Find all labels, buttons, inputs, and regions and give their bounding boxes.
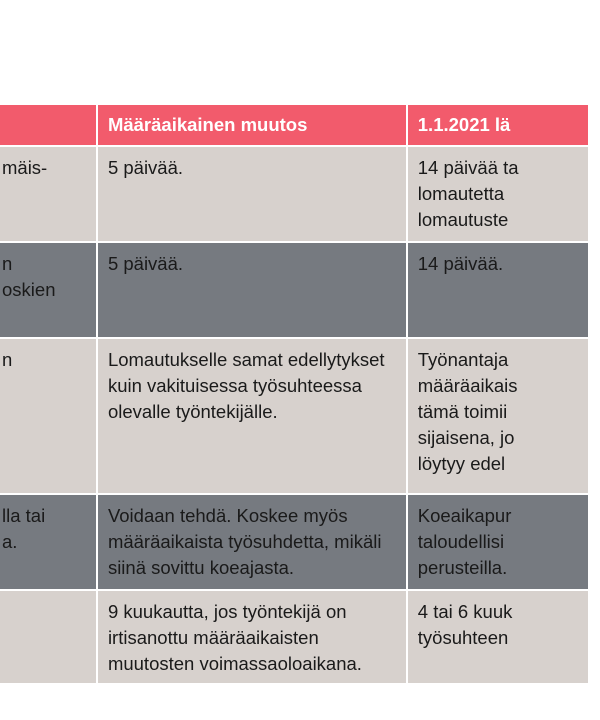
table-row [0, 338, 589, 494]
row-temporary-cell: 9 kuukautta, jos työntekijä on irtisanottu määräaikaisten muutosten voimassaoloaikana. [97, 590, 407, 684]
row-2021-cell: 4 tai 6 kuuk työsuhteen [407, 590, 589, 684]
table-header-row [0, 104, 589, 146]
table-row [0, 494, 589, 590]
table-row [0, 146, 589, 242]
header-cell-temporary-change: Määräaikainen muutos [97, 104, 407, 146]
row-topic-cell: n [0, 338, 97, 494]
row-topic-cell [0, 590, 97, 684]
header-cell-from-2021: 1.1.2021 lä [407, 104, 589, 146]
row-topic-cell: n oskien [0, 242, 97, 338]
row-temporary-cell: Lomautukselle samat edellytykset kuin vakituisessa työsuhteessa olevalle työntekijälle. [97, 338, 407, 494]
table-row [0, 242, 589, 338]
comparison-table [0, 103, 590, 685]
row-2021-cell: Koeaikapur taloudellisi perusteilla. [407, 494, 589, 590]
row-topic-cell: lla tai a. [0, 494, 97, 590]
row-2021-cell: 14 päivää ta lomautetta lomautuste [407, 146, 589, 242]
header-cell-topic [0, 104, 97, 146]
row-2021-cell: Työnantaja määräaikais tämä toimii sijaisena, jo löytyy edel [407, 338, 589, 494]
row-temporary-cell: Voidaan tehdä. Koskee myös määräaikaista työsuhdetta, mikäli siinä sovittu koeajasta. [97, 494, 407, 590]
table-row [0, 590, 589, 684]
row-topic-cell: mäis- [0, 146, 97, 242]
row-temporary-cell: 5 päivää. [97, 242, 407, 338]
row-temporary-cell: 5 päivää. [97, 146, 407, 242]
row-2021-cell: 14 päivää. [407, 242, 589, 338]
